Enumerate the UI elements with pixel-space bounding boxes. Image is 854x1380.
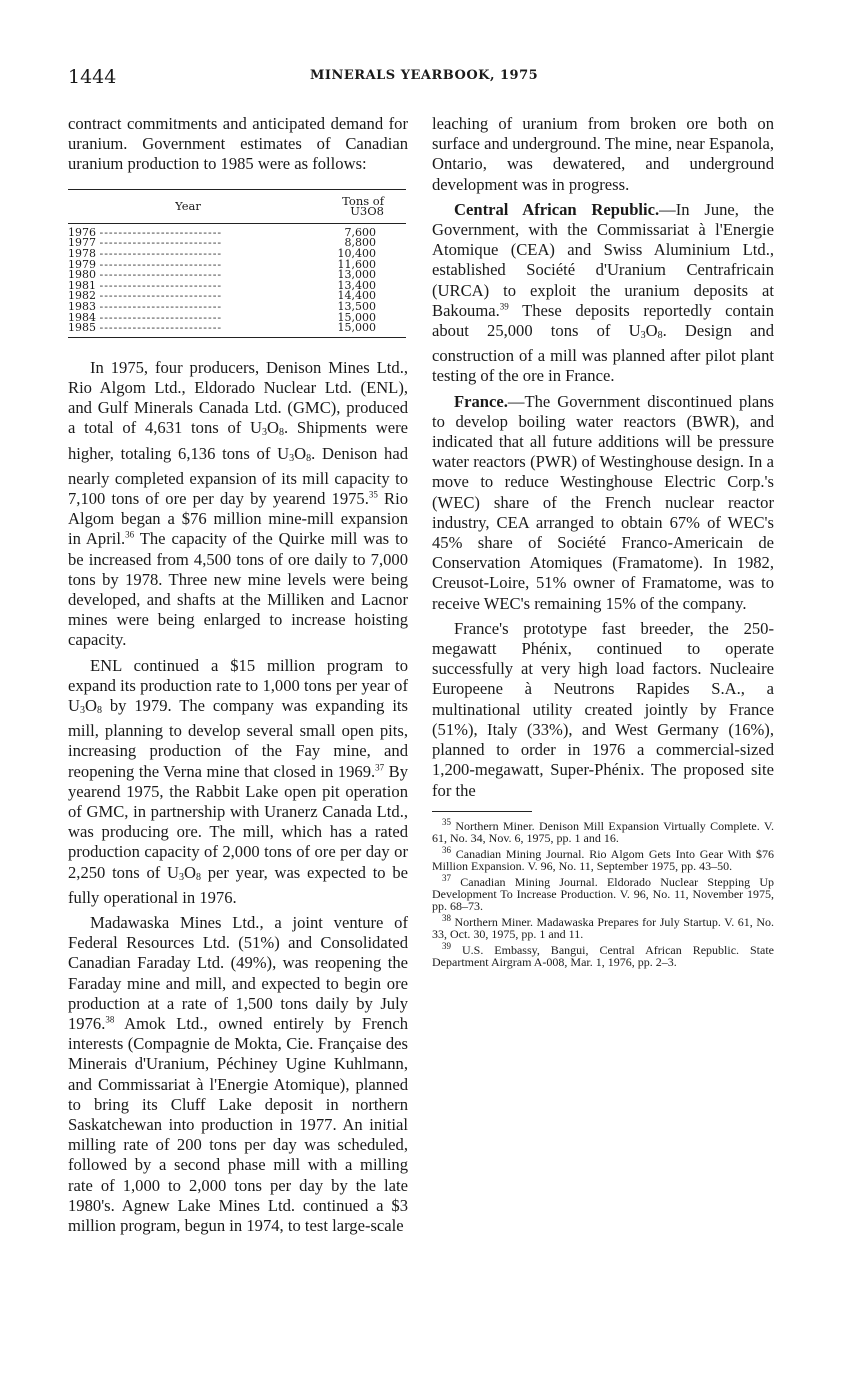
section-heading: Central African Republic. (454, 199, 660, 219)
footnote-number: 36 (442, 844, 451, 855)
central-african-republic-paragraph: Central African Republic.—In June, the Government, with the Commissariat à l'Energie Atomique (CEA) and Swiss Aluminium Ltd., established Société d'Uranium Centrafricain (URCA) to exploit the uranium deposits at Bakouma.$^{39}$ These deposits reportedly contain about 25,000 tons of $U_3O_8$. Design and construction of a mill was planned after pilot plant testing of the ore in France. (432, 199, 775, 386)
footnote-number: 39 (442, 940, 451, 951)
year-cell: 1983 (68, 301, 96, 313)
table-body (68, 223, 406, 337)
left-column (68, 114, 408, 1241)
table-row: 1980 -------------------------- 13,000 (68, 270, 406, 281)
footnote-ref: 38 (105, 1014, 115, 1025)
tons-cell: 15,000 (337, 310, 376, 324)
table-row: 1982 -------------------------- 14,400 (68, 291, 406, 302)
tons-cell: 7,600 (344, 225, 376, 239)
tons-cell: 11,600 (337, 257, 376, 271)
footnote: $^{35}$ Northern Miner. Denison Mill Expansion Virtually Complete. V. 61, No. 34, Nov. 6, 1975, pp. 1 and 16. (432, 816, 774, 845)
producers-paragraph: In 1975, four producers, Denison Mines Ltd., Rio Algom Ltd., Eldorado Nuclear Ltd. (ENL), and Gulf Minerals Canada Ltd. (GMC), produced a total of 4,631 tons of $U_3O_8$. Shipments were higher, totaling 6,136 tons of $U_3O_8$. Denison had nearly completed expansion of its mill capacity to 7,100 tons of ore per day by yearend 1975.35 Rio Algom began a $76 million mine-mill expansion in April.$^{36}$ The capacity of the Quirke mill was to be increased from 4,500 tons of ore daily to 7,000 tons by 1978. Three new mine levels were being developed, and shafts at the Milliken and Lacnor mines were being enlarged to increase hoisting capacity. (68, 357, 408, 650)
year-cell: 1984 (68, 312, 96, 324)
footnotes (432, 816, 774, 969)
madawaska-paragraph: Madawaska Mines Ltd., a joint venture of Federal Resources Ltd. (51%) and Consolidated Canadian Faraday Ltd. (49%), was reopening the Faraday mine and mill, and expected to begin ore production at a rate of 1,500 tons daily by July 1976.38 Amok Ltd., owned entirely by French interests (Compagnie de Mokta, Cie. Française des Minerais d'Uranium, Péchiney Ugine Kuhlmann, and Commissariat à l'Energie Atomique), planned to bring its Cluff Lake deposit in northern Saskatchewan into production in 1977. An initial milling rate of 200 tons per day was scheduled, followed by a second phase mill with a milling rate of 1,000 to 2,000 tons per day by the late 1980's. Agnew Lake Mines Ltd. continued a $3 million program, begun in 1974, to test large-scale (68, 913, 408, 1236)
year-cell: 1985 (68, 323, 96, 335)
right-column (432, 114, 774, 972)
fast-breeder-paragraph: France's prototype fast breeder, the 250-megawatt Phénix, continued to operate successfully at very high load factors. Nucleaire Europeene à Neutrons Rapides S.A., a multinational utility created jointly by France (51%), Italy (33%), and West Germany (16%), planned to order in 1976 a commercial-sized 1,200-megawatt, Super-Phénix. The proposed site for the (432, 618, 774, 800)
year-cell: 1977 (68, 238, 96, 249)
year-cell: 1981 (68, 280, 96, 292)
tons-cell: 13,400 (337, 278, 376, 292)
table-row: 1978 -------------------------- 10,400 (68, 249, 406, 260)
tons-cell: 8,800 (344, 236, 376, 250)
footnote: $^{36}$ Canadian Mining Journal. Rio Algom Gets Into Gear With $76 Million Expansion. V. 96, No. 11, September 1975, pp. 43–50. (432, 844, 774, 873)
madawaska-paragraph-continued: leaching of uranium from broken ore both on surface and underground. The mine, near Espanola, Ontario, was dewatered, and underground development was in progress. (432, 114, 774, 194)
footnote-number: 37 (442, 872, 451, 883)
tons-column-header: Tons of U3O8 (308, 189, 406, 223)
footnote-number: 35 (442, 816, 451, 827)
uranium-production-table (68, 189, 406, 338)
intro-paragraph: contract commitments and anticipated demand for uranium. Government estimates of Canadian uranium production to 1985 were as follows: (68, 114, 408, 174)
year-cell: 1982 (68, 291, 96, 302)
footnote: $^{39}$ U.S. Embassy, Bangui, Central African Republic. State Department Airgram A-008, Mar. 1, 1976, pp. 2–3. (432, 940, 774, 969)
page-number: 1444 (68, 66, 117, 88)
footnote-ref: 39 (499, 301, 509, 312)
footnote: $^{37}$ Canadian Mining Journal. Eldorado Nuclear Stepping Up Development To Increase Production. V. 96, No. 11, November 1975, pp. 68–73. (432, 872, 774, 913)
tons-cell: 13,000 (337, 268, 376, 282)
footnote: $^{38}$ Northern Miner. Madawaska Prepares for July Startup. V. 61, No. 33, Oct. 30, 1975, pp. 1 and 11. (432, 912, 774, 941)
table-row: 1985 -------------------------- 15,000 (68, 323, 406, 337)
france-paragraph: France.—The Government discontinued plans to develop boiling water reactors (BWR), and indicated that all future additions will be pressure water reactors (PWR) of Westinghouse design. In a move to reduce Westinghouse Electric Corp.'s (WEC) share of the French nuclear reactor industry, CEA arranged to obtain 67% of WEC's 45% share of Société Franco-Americain de Conservation Atomiques (Framatome). In 1982, Creusot-Loire, 51% owner of Framatome, was to receive WEC's remaining 15% of the company. (432, 391, 774, 613)
tons-cell: 14,400 (337, 289, 376, 303)
tons-cell: 15,000 (308, 323, 406, 337)
tons-cell: 13,500 (337, 299, 376, 313)
table-row: 1976 -------------------------- 7,600 (68, 223, 406, 238)
table-row: 1984 -------------------------- 15,000 (68, 313, 406, 324)
year-column-header: Year (68, 189, 308, 223)
running-title: MINERALS YEARBOOK, 1975 (310, 68, 539, 83)
year-cell: 1978 (68, 248, 96, 260)
enl-paragraph: ENL continued a $15 million program to expand its production rate to 1,000 tons per year of $U_3O_8$ by 1979. The company was expanding its mill, planning to develop several small open pits, increasing production of the Fay mine, and reopening the Verna mine that closed in 1969.37 By yearend 1975, the Rabbit Lake open pit operation of GMC, in partnership with Uranerz Canada Ltd., was producing ore. The mill, which has a rated production capacity of 2,000 tons of ore per day or 2,250 tons of $U_3O_8$ per year, was expected to be fully operational in 1976. (68, 655, 409, 907)
right-column-flow (432, 114, 774, 968)
footnote-ref: 36 (125, 529, 135, 540)
year-cell: 1976 (68, 225, 96, 239)
table-row: 1979 -------------------------- 11,600 (68, 260, 406, 271)
table-row: 1983 -------------------------- 13,500 (68, 302, 406, 313)
footnote-ref: 35 (368, 489, 378, 500)
footnote-rule (432, 811, 532, 812)
table-row: 1981 -------------------------- 13,400 (68, 281, 406, 292)
table-row: 1977 -------------------------- 8,800 (68, 238, 406, 249)
footnote-ref: 37 (375, 762, 385, 773)
section-heading: France. (454, 391, 508, 411)
tons-cell: 10,400 (337, 246, 376, 260)
year-cell: 1980 (68, 270, 96, 281)
year-cell: 1979 (68, 259, 96, 271)
footnote-number: 38 (442, 912, 451, 923)
